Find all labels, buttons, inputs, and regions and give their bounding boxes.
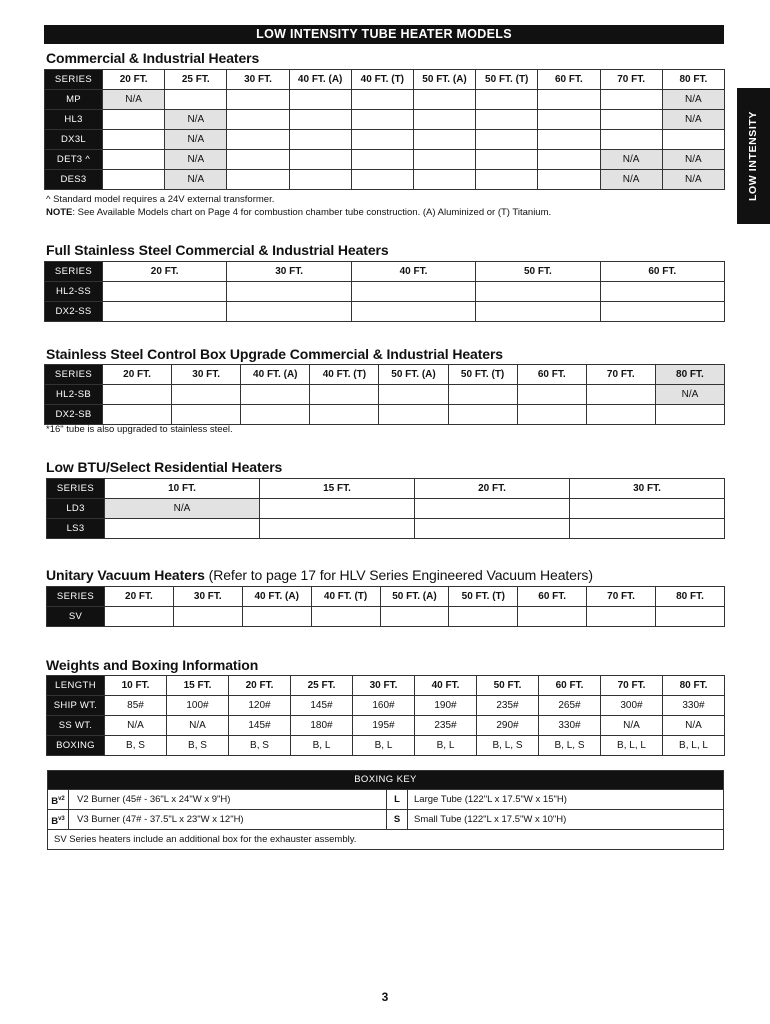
column-header: 10 FT. [105, 479, 260, 499]
table-cell [351, 282, 475, 302]
column-header: 40 FT. (A) [242, 587, 311, 607]
column-header: 70 FT. [587, 587, 656, 607]
table-cell [351, 90, 413, 110]
corner-header: SERIES [47, 587, 105, 607]
table-cell [476, 150, 538, 170]
table-row [45, 385, 725, 405]
table-row [45, 110, 725, 130]
table-cell [103, 110, 165, 130]
table-cell: N/A [601, 716, 663, 736]
table-cell [103, 302, 227, 322]
table-row [47, 519, 725, 539]
commercial-title: Commercial & Industrial Heaters [46, 50, 260, 66]
column-header: 30 FT. [227, 262, 351, 282]
table-cell [586, 405, 655, 425]
row-label: LD3 [47, 499, 105, 519]
table-cell [103, 130, 165, 150]
table-cell [538, 170, 600, 190]
table-cell [289, 130, 351, 150]
header-row [47, 479, 725, 499]
small-tube-desc: Small Tube (122"L x 17.5"W x 10"H) [414, 814, 567, 825]
table-cell: N/A [662, 90, 724, 110]
table-cell [289, 170, 351, 190]
table-cell: 290# [477, 716, 539, 736]
construction-note [46, 207, 551, 218]
table-cell [379, 385, 448, 405]
table-cell: B, S [167, 736, 229, 756]
table-cell: B, L, S [477, 736, 539, 756]
table-cell [600, 130, 662, 150]
column-header: 20 FT. [229, 676, 291, 696]
table-cell: N/A [165, 150, 227, 170]
unitary-title-suffix: (Refer to page 17 for HLV Series Engineered Vacuum Heaters) [204, 567, 593, 583]
table-cell [587, 607, 656, 627]
table-cell [662, 130, 724, 150]
table-cell [476, 282, 600, 302]
table-cell [310, 405, 379, 425]
table-cell: N/A [655, 385, 724, 405]
table-cell [476, 302, 600, 322]
row-label: DX2-SB [45, 405, 103, 425]
column-header: 40 FT. (A) [289, 70, 351, 90]
table-cell [103, 405, 172, 425]
table-cell [311, 607, 380, 627]
row-label: DX2-SS [45, 302, 103, 322]
table-cell [413, 130, 475, 150]
table-row [45, 130, 725, 150]
row-label: HL2-SB [45, 385, 103, 405]
table-row [45, 282, 725, 302]
corner-header: SERIES [45, 365, 103, 385]
table-cell: B, L, S [539, 736, 601, 756]
unitary-title [46, 567, 593, 583]
column-header: 20 FT. [103, 365, 172, 385]
table-cell [570, 499, 725, 519]
table-cell [518, 607, 587, 627]
table-cell [379, 405, 448, 425]
table-cell [538, 90, 600, 110]
column-header: 20 FT. [103, 70, 165, 90]
row-label: DET3 ^ [45, 150, 103, 170]
table-cell [242, 607, 311, 627]
key-letter: B [51, 816, 59, 828]
table-cell [289, 90, 351, 110]
column-header: 50 FT. (T) [449, 587, 518, 607]
key-v3-burner [48, 810, 69, 829]
table-cell [351, 170, 413, 190]
table-cell: N/A [105, 716, 167, 736]
table-cell: N/A [662, 110, 724, 130]
stainless-title: Full Stainless Steel Commercial & Industrial Heaters [46, 242, 389, 258]
table-cell [310, 385, 379, 405]
lowbtu-title: Low BTU/Select Residential Heaters [46, 459, 283, 475]
stainless-table [44, 261, 725, 322]
table-cell: 100# [167, 696, 229, 716]
table-cell: N/A [600, 170, 662, 190]
column-header: 40 FT. (T) [351, 70, 413, 90]
boxing-key-footnote-row [48, 829, 723, 849]
table-row [47, 607, 725, 627]
table-cell [172, 405, 241, 425]
note-text: : See Available Models chart on Page 4 for combustion chamber tube construction. (A) Aluminized or (T) Titanium. [72, 207, 552, 218]
table-cell [448, 385, 517, 405]
column-header: 50 FT. (A) [380, 587, 449, 607]
v3-burner-desc: V3 Burner (47# - 37.5"L x 23"W x 12"H) [69, 810, 387, 829]
table-cell [600, 282, 724, 302]
table-cell: 235# [415, 716, 477, 736]
column-header: 25 FT. [165, 70, 227, 90]
column-header: 15 FT. [260, 479, 415, 499]
weights-title: Weights and Boxing Information [46, 657, 259, 673]
table-cell [105, 607, 174, 627]
table-cell: B, L, L [663, 736, 725, 756]
table-cell [227, 302, 351, 322]
weights-table [46, 675, 725, 756]
column-header: 80 FT. [662, 70, 724, 90]
table-cell [172, 385, 241, 405]
table-cell: N/A [103, 90, 165, 110]
column-header: 50 FT. [476, 262, 600, 282]
table-cell [241, 405, 310, 425]
column-header: 20 FT. [105, 587, 174, 607]
column-header: 80 FT. [663, 676, 725, 696]
table-cell [260, 499, 415, 519]
column-header: 50 FT. (T) [448, 365, 517, 385]
column-header: 30 FT. [353, 676, 415, 696]
column-header: 60 FT. [538, 70, 600, 90]
column-header: 70 FT. [586, 365, 655, 385]
column-header: 30 FT. [172, 365, 241, 385]
row-label: SV [47, 607, 105, 627]
table-row [45, 90, 725, 110]
column-header: 30 FT. [570, 479, 725, 499]
table-cell [476, 90, 538, 110]
column-header: 40 FT. [351, 262, 475, 282]
table-cell [415, 499, 570, 519]
note-label: NOTE [46, 207, 73, 218]
table-cell [289, 150, 351, 170]
table-row [45, 170, 725, 190]
table-cell [476, 170, 538, 190]
table-cell: 160# [353, 696, 415, 716]
table-cell: 300# [601, 696, 663, 716]
header-row [45, 70, 725, 90]
column-header: 30 FT. [173, 587, 242, 607]
row-label: DX3L [45, 130, 103, 150]
table-cell: 145# [229, 716, 291, 736]
unitary-title-main: Unitary Vacuum Heaters [46, 567, 205, 583]
corner-header: SERIES [45, 70, 103, 90]
table-row [47, 499, 725, 519]
table-cell: N/A [662, 150, 724, 170]
table-cell: 330# [539, 716, 601, 736]
table-cell [227, 150, 289, 170]
column-header: 20 FT. [103, 262, 227, 282]
table-cell [351, 302, 475, 322]
column-header: 30 FT. [227, 70, 289, 90]
table-cell [289, 110, 351, 130]
table-cell: B, L [291, 736, 353, 756]
table-cell [449, 607, 518, 627]
table-cell [241, 385, 310, 405]
table-cell [538, 110, 600, 130]
column-header: 80 FT. [656, 587, 725, 607]
table-row [47, 716, 725, 736]
side-tab [737, 88, 770, 224]
table-cell [448, 405, 517, 425]
table-cell [517, 385, 586, 405]
table-cell [351, 150, 413, 170]
table-cell: 120# [229, 696, 291, 716]
row-label: SHIP WT. [47, 696, 105, 716]
table-cell [165, 90, 227, 110]
row-label: MP [45, 90, 103, 110]
header-row [47, 587, 725, 607]
table-cell: 190# [415, 696, 477, 716]
boxing-key-row [48, 789, 723, 809]
column-header: 60 FT. [518, 587, 587, 607]
key-v2-burner [48, 790, 69, 809]
table-cell [570, 519, 725, 539]
table-cell [600, 90, 662, 110]
table-cell: N/A [165, 130, 227, 150]
table-cell: N/A [663, 716, 725, 736]
row-label: DES3 [45, 170, 103, 190]
table-cell [413, 150, 475, 170]
table-cell [413, 110, 475, 130]
table-cell [260, 519, 415, 539]
table-cell: 265# [539, 696, 601, 716]
table-cell: B, S [105, 736, 167, 756]
boxing-key [47, 770, 724, 850]
table-cell: B, S [229, 736, 291, 756]
column-header: 50 FT. [477, 676, 539, 696]
table-cell [105, 519, 260, 539]
column-header: 70 FT. [600, 70, 662, 90]
key-sup: v3 [58, 816, 65, 822]
row-label: BOXING [47, 736, 105, 756]
key-sup: v2 [58, 796, 65, 802]
table-cell [655, 405, 724, 425]
column-header: 40 FT. (T) [311, 587, 380, 607]
row-label: HL2-SS [45, 282, 103, 302]
controlbox-title: Stainless Steel Control Box Upgrade Commercial & Industrial Heaters [46, 346, 503, 362]
commercial-table [44, 69, 725, 190]
table-cell: B, L [353, 736, 415, 756]
table-cell [517, 405, 586, 425]
column-header: 40 FT. (A) [241, 365, 310, 385]
header-row [47, 676, 725, 696]
large-tube-desc: Large Tube (122"L x 17.5"W x 15"H) [414, 794, 567, 805]
table-cell [227, 110, 289, 130]
side-tab-label: LOW INTENSITY [747, 110, 760, 202]
table-cell [476, 130, 538, 150]
table-cell: N/A [600, 150, 662, 170]
table-cell [586, 385, 655, 405]
key-letter: B [51, 796, 59, 808]
table-cell [476, 110, 538, 130]
column-header: 40 FT. (T) [310, 365, 379, 385]
table-cell [656, 607, 725, 627]
table-cell: 85# [105, 696, 167, 716]
table-cell [538, 150, 600, 170]
table-cell [103, 282, 227, 302]
header-row [45, 262, 725, 282]
column-header: 50 FT. (T) [476, 70, 538, 90]
column-header: 70 FT. [601, 676, 663, 696]
table-cell: B, L [415, 736, 477, 756]
table-row [45, 302, 725, 322]
column-header: 10 FT. [105, 676, 167, 696]
table-cell: N/A [105, 499, 260, 519]
boxing-key-title: BOXING KEY [48, 771, 723, 789]
table-cell [413, 170, 475, 190]
table-cell [600, 302, 724, 322]
table-cell: B, L, L [601, 736, 663, 756]
column-header: 15 FT. [167, 676, 229, 696]
table-cell [380, 607, 449, 627]
table-cell: 145# [291, 696, 353, 716]
column-header: 60 FT. [539, 676, 601, 696]
corner-header: SERIES [47, 479, 105, 499]
column-header: 80 FT. [655, 365, 724, 385]
table-cell [600, 110, 662, 130]
row-label: SS WT. [47, 716, 105, 736]
lowbtu-table [46, 478, 725, 539]
table-cell [538, 130, 600, 150]
table-cell [413, 90, 475, 110]
v2-burner-desc: V2 Burner (45# - 36"L x 24"W x 9"H) [69, 790, 387, 809]
table-cell [227, 282, 351, 302]
column-header: 60 FT. [517, 365, 586, 385]
transformer-note: ^ Standard model requires a 24V external transformer. [46, 194, 275, 205]
table-cell [227, 170, 289, 190]
table-cell [173, 607, 242, 627]
table-row [47, 696, 725, 716]
row-label: LS3 [47, 519, 105, 539]
column-header: 60 FT. [600, 262, 724, 282]
column-header: 50 FT. (A) [413, 70, 475, 90]
column-header: 25 FT. [291, 676, 353, 696]
table-cell: 195# [353, 716, 415, 736]
boxing-key-row [48, 809, 723, 829]
page-banner: LOW INTENSITY TUBE HEATER MODELS [44, 25, 724, 44]
table-cell [227, 130, 289, 150]
corner-header: SERIES [45, 262, 103, 282]
table-cell [351, 130, 413, 150]
table-cell [227, 90, 289, 110]
column-header: 50 FT. (A) [379, 365, 448, 385]
table-cell: 180# [291, 716, 353, 736]
table-cell [415, 519, 570, 539]
stainless-tube-note: *16" tube is also upgraded to stainless steel. [46, 424, 233, 435]
table-cell [103, 150, 165, 170]
table-cell [103, 170, 165, 190]
table-row [47, 736, 725, 756]
exhauster-footnote: SV Series heaters include an additional box for the exhauster assembly. [54, 834, 357, 845]
table-row [45, 150, 725, 170]
table-cell: N/A [165, 110, 227, 130]
table-cell: N/A [165, 170, 227, 190]
table-cell: N/A [662, 170, 724, 190]
table-cell [103, 385, 172, 405]
table-cell: 330# [663, 696, 725, 716]
key-small-tube: S [387, 810, 408, 829]
table-cell: N/A [167, 716, 229, 736]
page-number: 3 [381, 990, 389, 1004]
table-cell [351, 110, 413, 130]
column-header: 40 FT. [415, 676, 477, 696]
corner-header: LENGTH [47, 676, 105, 696]
column-header: 20 FT. [415, 479, 570, 499]
unitary-table [46, 586, 725, 627]
controlbox-table [44, 364, 725, 425]
row-label: HL3 [45, 110, 103, 130]
table-cell: 235# [477, 696, 539, 716]
table-row [45, 405, 725, 425]
key-large-tube: L [387, 790, 408, 809]
header-row [45, 365, 725, 385]
